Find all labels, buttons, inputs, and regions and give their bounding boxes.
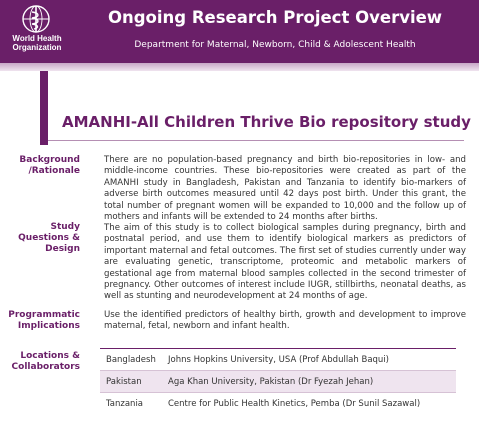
country-cell: Tanzania: [106, 398, 144, 409]
institution-cell: Johns Hopkins University, USA (Prof Abdullah Baqui): [168, 354, 389, 365]
background-label: Background /Rationale: [19, 155, 80, 176]
country-cell: Bangladesh: [106, 354, 156, 365]
study-title: AMANHI-All Children Thrive Bio repository study: [62, 113, 471, 131]
locations-label: Locations & Collaborators: [11, 351, 80, 372]
implications-text: Use the identified predictors of healthy birth, growth and development to improve maternal, fetal, newborn and infant health.: [104, 310, 466, 332]
implications-label: Programmatic Implications: [8, 310, 80, 331]
who-logo: [6, 4, 66, 60]
table-row: [100, 392, 456, 414]
table-row: [100, 370, 456, 392]
department-subtitle: Department for Maternal, Newborn, Child & Adolescent Health: [134, 40, 416, 50]
page-header: [0, 0, 479, 63]
locations-table: [100, 348, 456, 414]
background-text: There are no population-based pregnancy and birth bio-repositories in low- and middle-income countries. These bio-repositories were created as part of the AMANHI study in Bangladesh, Pakistan and Tanzania to identify bio-markers of adverse birth outcomes measured until 42 days post birth. Under this grant, the total number of pregnant women will be expanded to 10,000 and the follow up of mothers and infants will be extended to 24 months after births.: [104, 155, 466, 223]
header-gradient-band: [0, 63, 479, 71]
institution-cell: Centre for Public Health Kinetics, Pemba (Dr Sunil Sazawal): [168, 398, 421, 409]
country-cell: Pakistan: [106, 376, 142, 387]
title-divider: [48, 140, 464, 141]
design-label: Study Questions & Design: [18, 222, 80, 254]
page-title: Ongoing Research Project Overview: [107, 8, 443, 27]
who-emblem-icon: [21, 4, 51, 34]
table-row: [100, 348, 456, 370]
institution-cell: Aga Khan University, Pakistan (Dr Fyezah Jehan): [168, 376, 374, 387]
design-text: The aim of this study is to collect biological samples during pregnancy, birth and postnatal period, and use them to identify biological markers as predictors of important maternal and fetal outcomes. The first set of studies currently under way are evaluating genetic, transcriptome, proteomic and metabolic markers of gestational age from maternal blood samples collected in the second trimester of pregnancy. Other outcomes of interest include IUGR, stillbirths, neonatal deaths, as well as stunting and neurodevelopment at 24 months of age.: [104, 223, 466, 302]
accent-bar: [40, 71, 48, 145]
logo-text: World Health Organization: [12, 34, 62, 52]
